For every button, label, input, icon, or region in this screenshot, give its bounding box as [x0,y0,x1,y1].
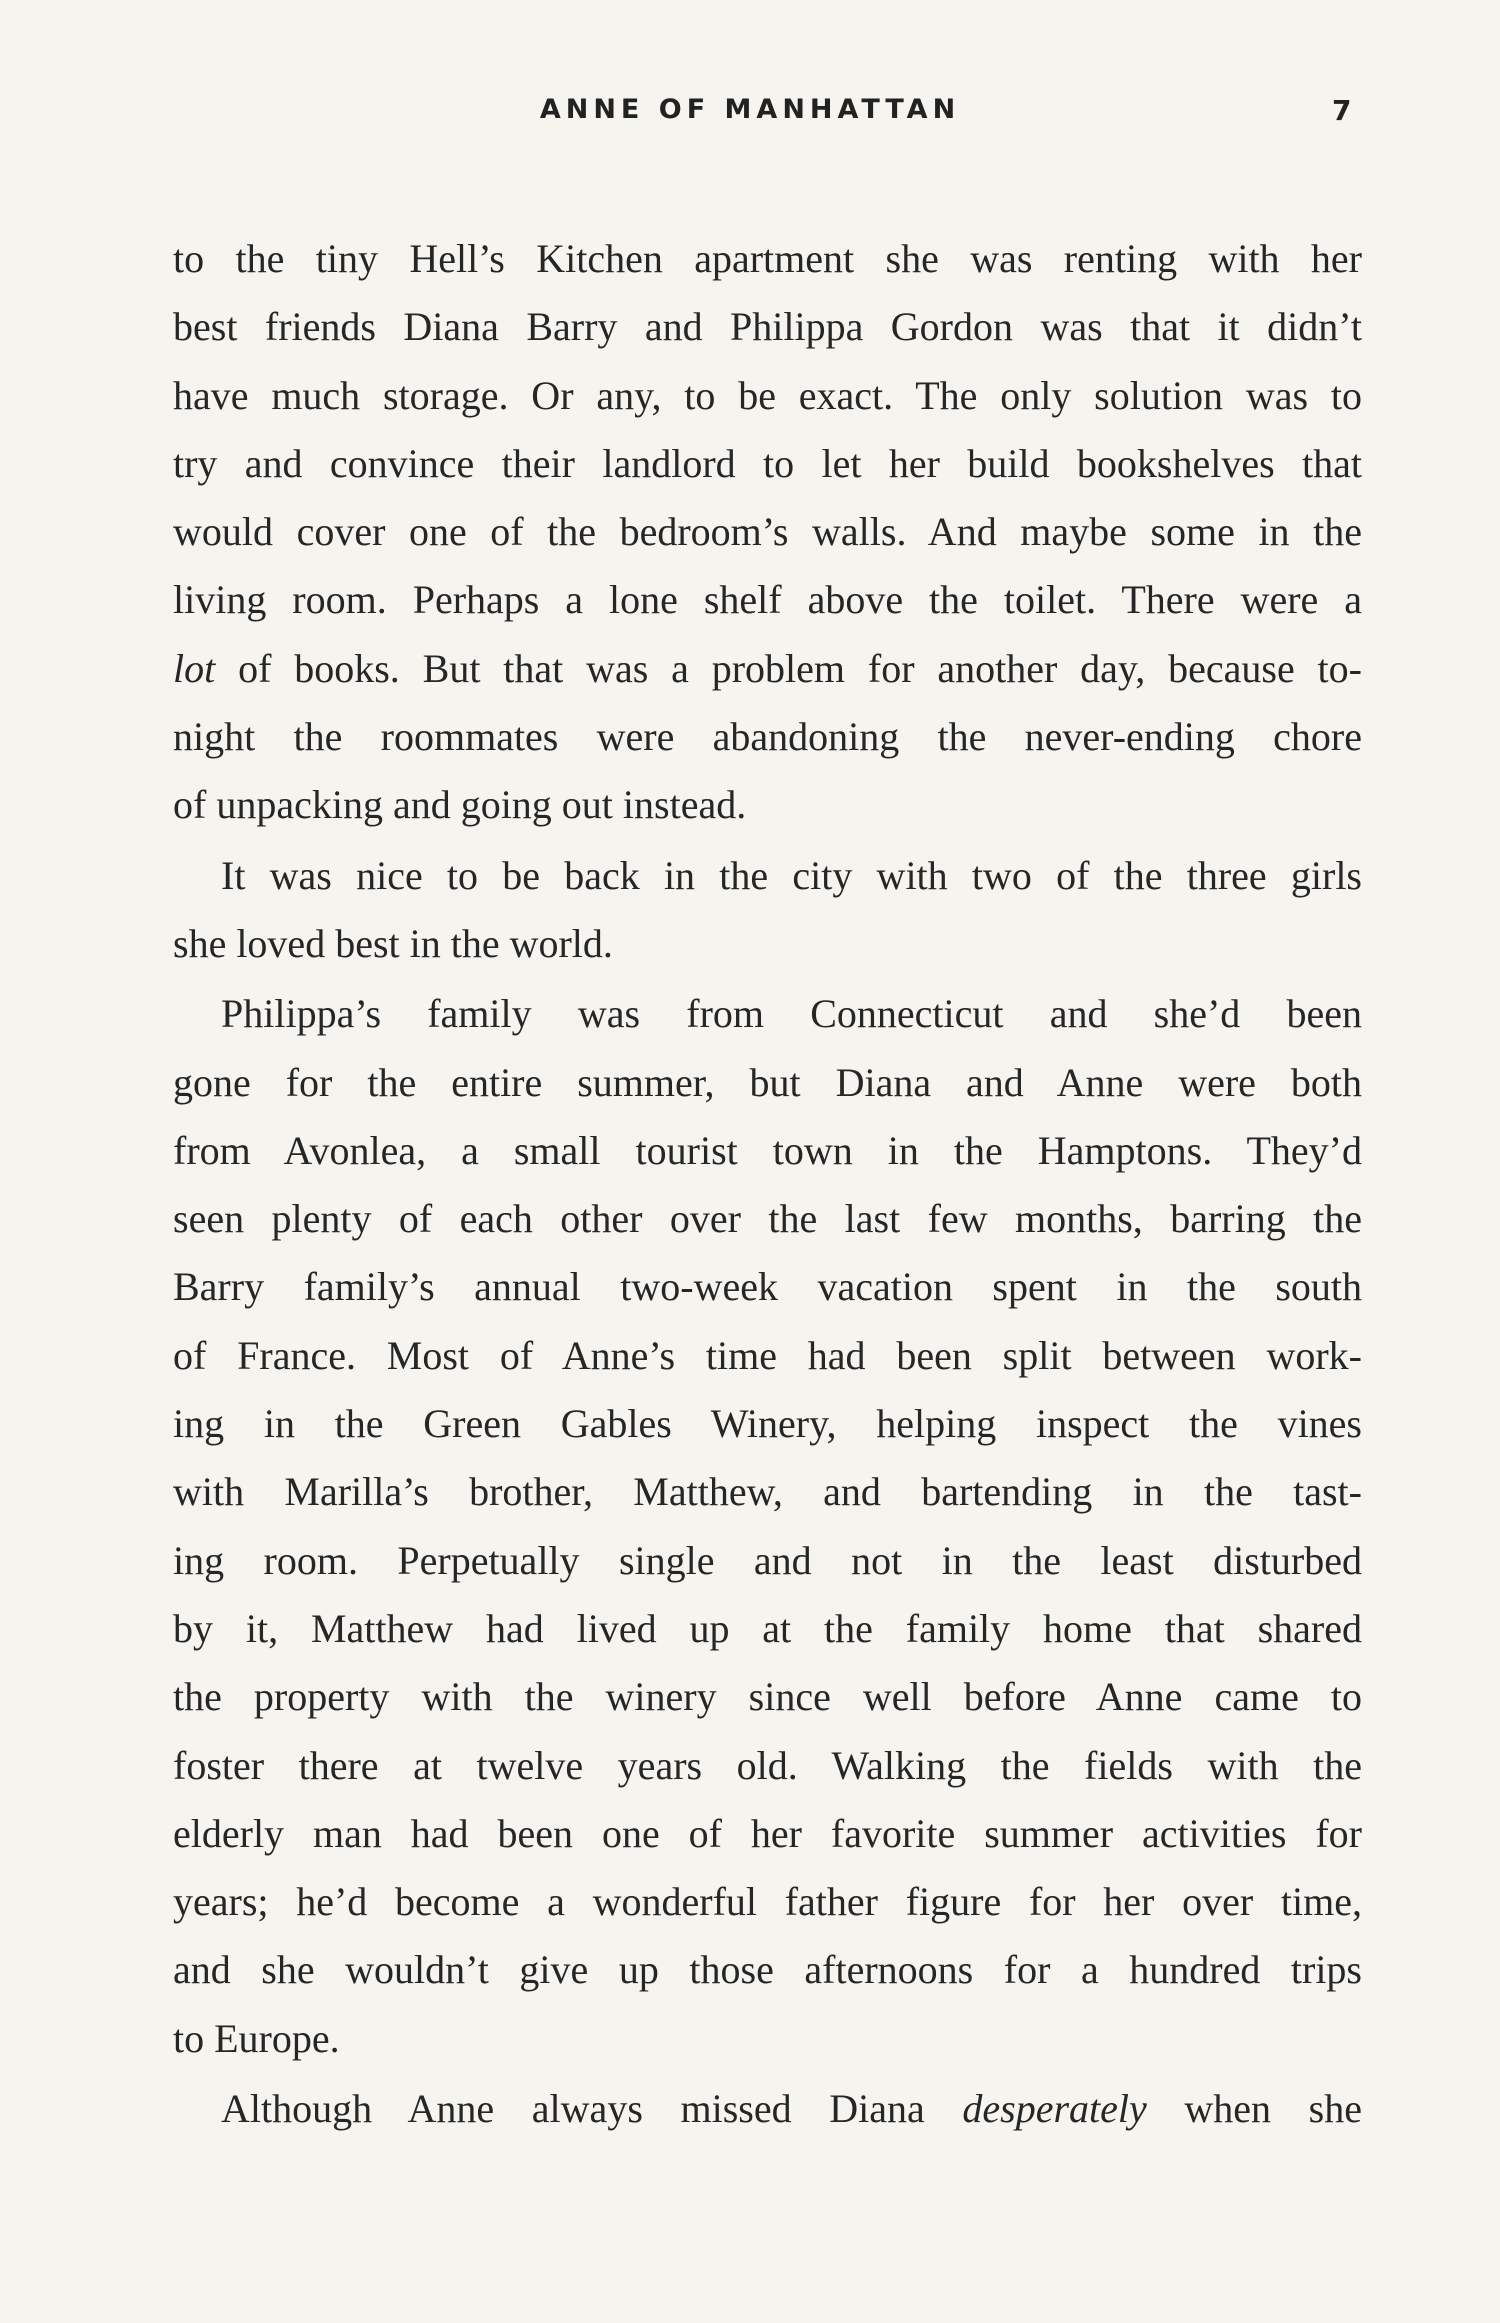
text-line [173,771,1362,839]
text-segment: ing room. Perpetually single and not in the least disturbed [173,1537,1362,1583]
italic-text: lot [173,645,216,691]
text-line [173,430,1362,498]
text-line [173,498,1362,566]
text-line [173,1458,1362,1526]
text-line [173,842,1362,910]
text-line [173,1800,1362,1868]
text-line [173,1663,1362,1731]
body-text [173,225,1362,2143]
text-segment: with Marilla’s brother, Matthew, and bartending in the tast- [173,1469,1362,1515]
text-segment: Barry family’s annual two-week vacation spent in the south [173,1264,1362,1310]
paragraph [173,225,1362,840]
text-line [173,2005,1362,2073]
text-line [173,1527,1362,1595]
text-segment: try and convince their landlord to let her build bookshelves that [173,440,1362,486]
text-segment: to Europe. [173,2015,340,2061]
text-line [173,1936,1362,2004]
text-line [173,1322,1362,1390]
italic-text: desperately [962,2086,1147,2132]
text-segment: Although Anne always missed Diana [221,2086,963,2132]
text-segment: Philippa’s family was from Connecticut and she’d been [221,991,1362,1037]
paragraph [173,842,1362,979]
text-line [173,1253,1362,1321]
text-segment: gone for the entire summer, but Diana and Anne were both [173,1059,1362,1105]
text-line [173,1390,1362,1458]
text-segment: of France. Most of Anne’s time had been split between work- [173,1332,1362,1378]
text-segment: when she [1146,2086,1362,2132]
text-segment: the property with the winery since well before Anne came to [173,1674,1362,1720]
running-header [0,94,1500,134]
text-segment: years; he’d become a wonderful father figure for her over time, [173,1879,1362,1925]
text-segment: she loved best in the world. [173,920,613,966]
text-segment: seen plenty of each other over the last few months, barring the [173,1196,1362,1242]
text-segment: It was nice to be back in the city with two of the three girls [221,852,1362,898]
text-segment: would cover one of the bedroom’s walls. And maybe some in the [173,509,1362,555]
text-line [173,566,1362,634]
text-line [173,1868,1362,1936]
text-line [173,293,1362,361]
text-line [173,2075,1362,2143]
text-line [173,1732,1362,1800]
running-title: ANNE OF MANHATTAN [539,94,961,125]
text-segment: ing in the Green Gables Winery, helping inspect the vines [173,1401,1362,1447]
text-line [173,980,1362,1048]
text-line [173,1049,1362,1117]
text-segment: of unpacking and going out instead. [173,782,747,828]
text-segment: elderly man had been one of her favorite summer activities for [173,1810,1362,1856]
text-line [173,1117,1362,1185]
text-segment: and she wouldn’t give up those afternoons for a hundred trips [173,1947,1362,1993]
text-segment: living room. Perhaps a lone shelf above the toilet. There were a [173,577,1362,623]
text-segment: by it, Matthew had lived up at the family home that shared [173,1605,1362,1651]
text-segment: from Avonlea, a small tourist town in the Hamptons. They’d [173,1127,1362,1173]
text-line [173,1595,1362,1663]
text-segment: night the roommates were abandoning the never-ending chore [173,714,1362,760]
text-segment: have much storage. Or any, to be exact. The only solution was to [173,372,1362,418]
text-segment: of books. But that was a problem for another day, because to- [215,645,1362,691]
text-line [173,703,1362,771]
paragraph [173,2075,1362,2143]
page-number: 7 [1332,94,1352,127]
text-line [173,225,1362,293]
paragraph [173,980,1362,2073]
text-line [173,1185,1362,1253]
text-line [173,362,1362,430]
text-segment: best friends Diana Barry and Philippa Gordon was that it didn’t [173,304,1362,350]
text-segment: foster there at twelve years old. Walking the fields with the [173,1742,1362,1788]
text-line [173,635,1362,703]
text-line [173,910,1362,978]
text-segment: to the tiny Hell’s Kitchen apartment she was renting with her [173,236,1362,281]
